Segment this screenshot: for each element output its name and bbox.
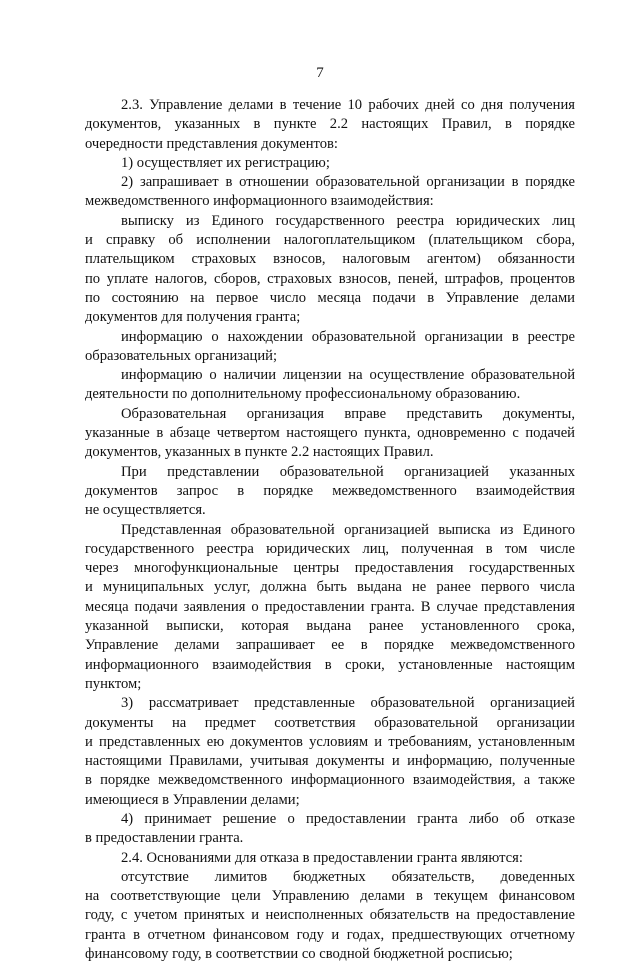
text-line: 4) принимает решение о предоставлении гранта либо об отказе	[121, 810, 575, 827]
text-line: документы на предмет соответствия образовательной организации	[85, 714, 575, 731]
text-line: и справку об исполнении налогоплательщиком (плательщиком сбора,	[85, 232, 575, 249]
text-line: по уплате налогов, сборов, страховых взносов, пеней, штрафов, процентов	[85, 270, 575, 287]
text-line: документов, указанных в пункте 2.2 настоящих Правил.	[85, 444, 434, 461]
text-line: Управление делами запрашивает ее в порядке межведомственного	[85, 637, 575, 654]
text-line: очередности представления документов:	[85, 135, 338, 152]
text-line: гранта в отчетном финансовом году и годах, предшествующих отчетному	[85, 926, 575, 943]
text-line: указанные в абзаце четвертом настоящего пункта, одновременно с подачей	[85, 425, 575, 442]
text-line: по состоянию на первое число месяца подачи в Управление делами	[85, 289, 575, 306]
text-line: на соответствующие цели Управлению делами в текущем финансовом	[85, 888, 575, 905]
page-number: 7	[316, 65, 324, 81]
text-line: Представленная образовательной организацией выписка из Единого	[121, 521, 575, 538]
text-line: и муниципальных услуг, должна быть выдана не ранее первого числа	[85, 579, 575, 596]
text-line: 1) осуществляет их регистрацию;	[121, 154, 330, 171]
text-line: в предоставлении гранта.	[85, 830, 244, 847]
text-line: году, с учетом принятых и неисполненных обязательств на предоставление	[85, 907, 575, 924]
text-line: месяца подачи заявления о предоставлении гранта. В случае представления	[85, 598, 575, 615]
text-line: не осуществляется.	[85, 502, 206, 519]
text-line: информацию о наличии лицензии на осуществление образовательной	[121, 367, 575, 384]
text-line: в порядке межведомственного информационного взаимодействия, а также	[85, 772, 575, 789]
text-line: указанной выписки, которая выдана ранее установленного срока,	[85, 618, 575, 635]
text-line: При представлении образовательной организацией указанных	[121, 463, 575, 480]
text-line: финансовому году, в соответствии со сводной бюджетной росписью;	[85, 946, 513, 963]
text-line: настоящими Правилами, учитывая документы и информацию, полученные	[85, 753, 575, 770]
text-line: выписку из Единого государственного реестра юридических лиц	[121, 212, 575, 229]
text-line: 2) запрашивает в отношении образовательной организации в порядке	[121, 174, 575, 191]
text-line: 2.3. Управление делами в течение 10 рабочих дней со дня получения	[121, 97, 575, 113]
text-line: образовательных организаций;	[85, 347, 278, 364]
text-line: деятельности по дополнительному профессиональному образованию.	[85, 386, 521, 403]
text-line: документов для получения гранта;	[85, 309, 301, 326]
text-line: имеющиеся в Управлении делами;	[85, 791, 300, 808]
document-body	[85, 96, 575, 964]
text-line: 2.4. Основаниями для отказа в предоставлении гранта являются:	[121, 849, 523, 866]
text-line: документов запрос в порядке межведомственного взаимодействия	[85, 482, 575, 499]
text-line: отсутствие лимитов бюджетных обязательств, доведенных	[121, 868, 575, 885]
text-line: межведомственного информационного взаимодействия:	[85, 193, 434, 210]
text-line: пунктом;	[85, 675, 142, 692]
text-line: 3) рассматривает представленные образовательной организацией	[121, 695, 575, 712]
text-line: плательщиком страховых взносов, налоговым агентом) обязанности	[85, 251, 575, 268]
text-line: документов, указанных в пункте 2.2 настоящих Правил, в порядке	[85, 116, 575, 133]
text-line: Образовательная организация вправе представить документы,	[121, 405, 575, 422]
text-line: государственного реестра юридических лиц, полученная в том числе	[85, 540, 575, 557]
text-line: информационного взаимодействия в сроки, установленные настоящим	[85, 656, 575, 673]
text-line: информацию о нахождении образовательной организации в реестре	[121, 328, 575, 345]
text-line: через многофункциональные центры предоставления государственных	[85, 560, 575, 577]
text-line: и представленных ею документов условиям и требованиям, установленным	[85, 733, 575, 750]
